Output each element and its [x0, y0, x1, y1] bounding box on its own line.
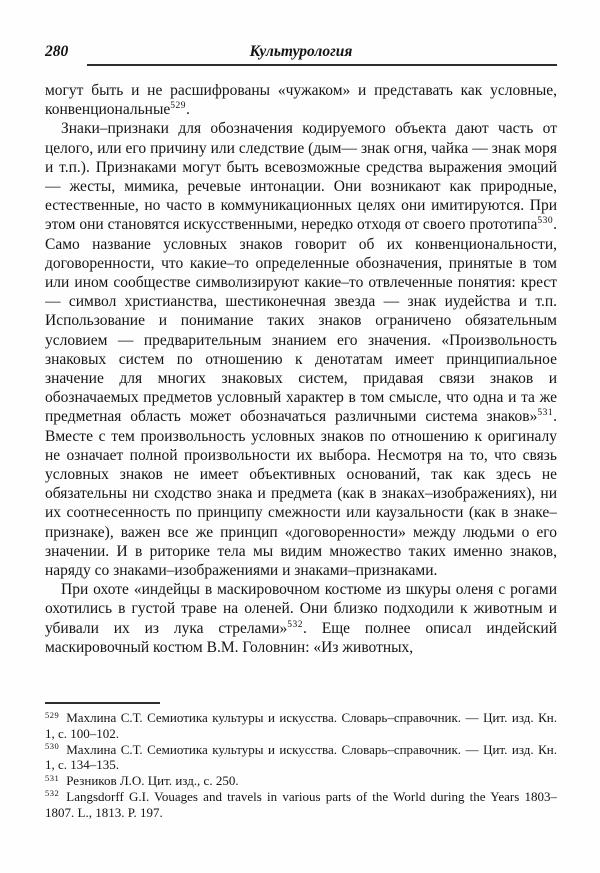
paragraph-text: . — [185, 101, 190, 119]
paragraph-text: При охоте «индейцы в маскировочном костюме из шкуры оленя с рогами охотились в густой траве на оленей. Они близко подходили к животным и убивали их из лука стрелами» — [45, 581, 557, 637]
footnote-separator — [45, 702, 160, 704]
footnote-530 — [45, 742, 557, 774]
page-body — [45, 81, 557, 701]
paragraph-text: . Вместе с тем произвольность условных знаков по отношению к оригиналу не означает полной произвольности их выбора. Несмотря на то, что связь условных знаков не имеет объективных оснований, так как здесь не обязательны ни сходство знака и предмета (как в знаках–изображениях), ни их соотнесенность по принципу смежности или каузальности (как в знаке–признаке), важен все же принцип «договоренности» между людьми о его значении. И в риторике тела мы видим множество таких именно знаков, наряду со знаками–изображениями и знаками–признаками. — [45, 408, 557, 580]
footnote-532 — [45, 789, 557, 821]
running-title: Культурология — [249, 43, 353, 60]
footnote-number: 532 — [45, 788, 60, 799]
footnote-531 — [45, 773, 557, 789]
paragraph-text: . Еще полнее описал индейский маскировочный костюм В.М. Головнин: «Из животных, — [45, 619, 557, 656]
page-number: 280 — [45, 43, 69, 60]
footnote-number: 531 — [45, 772, 60, 783]
footnote-number: 530 — [45, 741, 60, 752]
header-row — [45, 0, 557, 61]
footnote-ref-532: 532 — [287, 619, 304, 630]
footnote-text: Langsdorff G.I. Vouages and travels in various parts of the World during the Years 1803–1807. L., 1813. P. 197. — [45, 788, 557, 820]
body-paragraph-3 — [45, 580, 557, 657]
body-paragraph-2 — [45, 119, 557, 580]
footnote-ref-531: 531 — [537, 408, 554, 419]
body-paragraph-1 — [45, 81, 557, 119]
page-header — [45, 0, 557, 66]
footnote-529 — [45, 710, 557, 742]
footnote-ref-530: 530 — [537, 216, 554, 227]
footnote-ref-529: 529 — [170, 101, 186, 112]
footnote-text: Махлина С.Т. Семиотика культуры и искусства. Словарь–справочник. — Цит. изд. Кн. 1, с. 100–102. — [45, 710, 557, 741]
paragraph-text: Знаки–признаки для обозначения кодируемого объекта дают часть от целого, или его причину или следствие (дым— знак огня, чайка — знак моря и т.п.). Признаками могут быть всевозможные средства выражения эмоций — жесты, мимика, речевые интонации. Они возникают как природные, естественные, но часто в коммуникационных целях они имитируются. При этом они становятся искусственными, нередко отходя от своего прототипа — [45, 120, 557, 234]
footnote-number: 529 — [45, 709, 60, 720]
footnote-text: Резников Л.О. Цит. изд., с. 250. — [66, 773, 239, 789]
paragraph-text: могут быть и не расшифрованы «чужаком» и представать как условные, конвенциональные — [45, 82, 557, 119]
header-rule — [87, 64, 557, 66]
paragraph-text: . Само название условных знаков говорит об их конвенциональности, договоренности, что какие–то определенные обозначения, принятые в том или ином сообществе символизируют какие–то отвлеченные понятия: крест — символ христианства, шестиконечная звезда — знак иудейства и т.п. Использование и понимание таких знаков ограничено обязательным условием — предварительным знанием его значения. «Произвольность знаковых систем по отношению к денотатам имеет принципиальное значение для многих знаковых систем, придавая связи знаков и обозначаемых предметов условный характер в том смысле, что одна и та же предметная область может обозначаться различными система знаков» — [45, 216, 557, 426]
footnote-text: Махлина С.Т. Семиотика культуры и искусства. Словарь–справочник. — Цит. изд. Кн. 1, с. 134–135. — [45, 741, 557, 773]
footnote-block — [45, 702, 557, 821]
